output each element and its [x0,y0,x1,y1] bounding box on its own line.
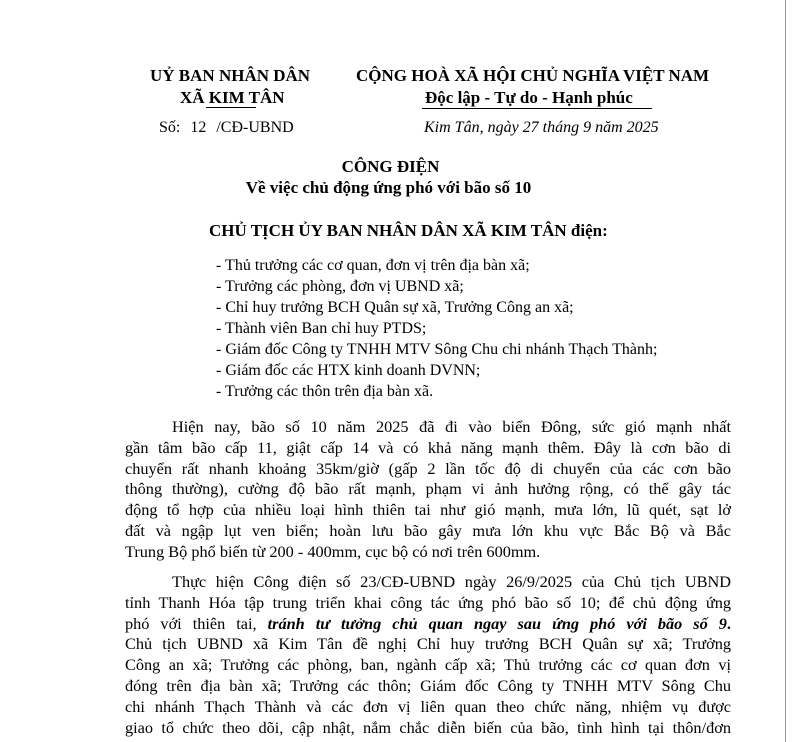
doc-number-value: 12 [190,119,207,136]
paragraph-line-mixed [125,614,731,635]
agency-name-line2: XÃ KIM TÂN [180,88,285,107]
recipient-item: - Trưởng các phòng, đơn vị UBND xã; [216,278,464,295]
body-paragraph-1 [125,417,731,563]
paragraph-line: tỉnh Thanh Hóa tập trung triển khai công tác ứng phó bão số 10; để chủ động ứng [125,592,731,612]
nation-motto: Độc lập - Tự do - Hạnh phúc [425,88,633,107]
document-subject: Về việc chủ động ứng phó với bão số 10 [245,178,532,197]
paragraph-line: đóng trên địa bàn xã; Trưởng các thôn; Giám đốc Công ty TNHH MTV Sông Chu [125,675,731,695]
agency-underline [206,107,256,108]
recipient-item: - Giám đốc Công ty TNHH MTV Sông Chu chi nhánh Thạch Thành; [216,341,658,358]
doc-number-suffix: /CĐ-UBND [216,119,294,136]
recipient-item: - Thành viên Ban chỉ huy PTDS; [216,320,427,337]
doc-number-prefix: Số: [159,119,181,136]
recipient-item: - Trưởng các thôn trên địa bàn xã. [216,383,434,400]
sender-heading: CHỦ TỊCH ỦY BAN NHÂN DÂN XÃ KIM TÂN điện: [209,221,608,240]
paragraph-line: giao tổ chức theo dõi, cập nhật, nắm chắc diễn biến của bão, tình hình tại thôn/đơn [125,717,731,737]
paragraph-line: Hiện nay, bão số 10 năm 2025 đã đi vào biển Đông, sức gió mạnh nhất [172,417,731,436]
nation-title: CỘNG HOÀ XÃ HỘI CHỦ NGHĨA VIỆT NAM [356,66,710,85]
document-number [159,119,294,137]
place-date: Kim Tân, ngày 27 tháng 9 năm 2025 [424,119,659,136]
motto-underline [422,108,652,109]
plain-text: . [726,613,731,633]
recipient-item: - Thủ trưởng các cơ quan, đơn vị trên địa bàn xã; [216,257,530,274]
paragraph-line: động tổ hợp của nhiều loại hình thiên tai như gió mạnh, mưa lớn, lũ quét, sạt lở [125,500,731,520]
paragraph-line: đất và ngập lụt ven biển; hoàn lưu bão gây mưa lớn khu vực Bắc Bộ và Bắc [125,520,731,540]
doc-type-text: CÔNG ĐIỆN [341,157,440,176]
recipient-item: - Giám đốc các HTX kinh doanh DVNN; [216,362,481,379]
recipient-item: - Chỉ huy trưởng BCH Quân sự xã, Trưởng Công an xã; [216,299,574,316]
page-edge-divider [785,0,786,742]
paragraph-line: chuyển rất nhanh khoảng 35km/giờ (gấp 2 lần tốc độ di chuyển của các cơn bão [125,458,731,478]
paragraph-line: Thực hiện Công điện số 23/CĐ-UBND ngày 26/9/2025 của Chủ tịch UBND [172,572,731,591]
body-paragraph-2 [125,572,731,738]
paragraph-line: thông thường), cường độ bão rất mạnh, phạm vi ảnh hưởng rộng, có thể gây tác [125,479,731,499]
paragraph-line: Trung Bộ phổ biến từ 200 - 400mm, cục bộ có nơi trên 600mm. [125,541,541,561]
document-type-title [0,157,793,177]
emphasis-text: tránh tư tưởng chủ quan ngay sau ứng phó với bão số 9 [267,613,727,633]
plain-text: phó với thiên tai, [125,613,268,633]
paragraph-line: chi nhánh Thạch Thành và các đơn vị liên quan theo chức năng, nhiệm vụ được [125,696,731,716]
paragraph-line: gần tâm bão cấp 11, giật cấp 14 và có khả năng mạnh thêm. Đây là cơn bão di [125,437,731,457]
recipient-list [216,255,657,402]
paragraph-line: Công an xã; Trưởng các phòng, ban, ngành cấp xã; Thủ trưởng các cơ quan đơn vị [125,655,731,675]
paragraph-line: Chủ tịch UBND xã Kim Tân đề nghị Chỉ huy trưởng BCH Quân sự xã; Trưởng [125,634,731,654]
agency-name-line1: UỶ BAN NHÂN DÂN [150,66,311,85]
